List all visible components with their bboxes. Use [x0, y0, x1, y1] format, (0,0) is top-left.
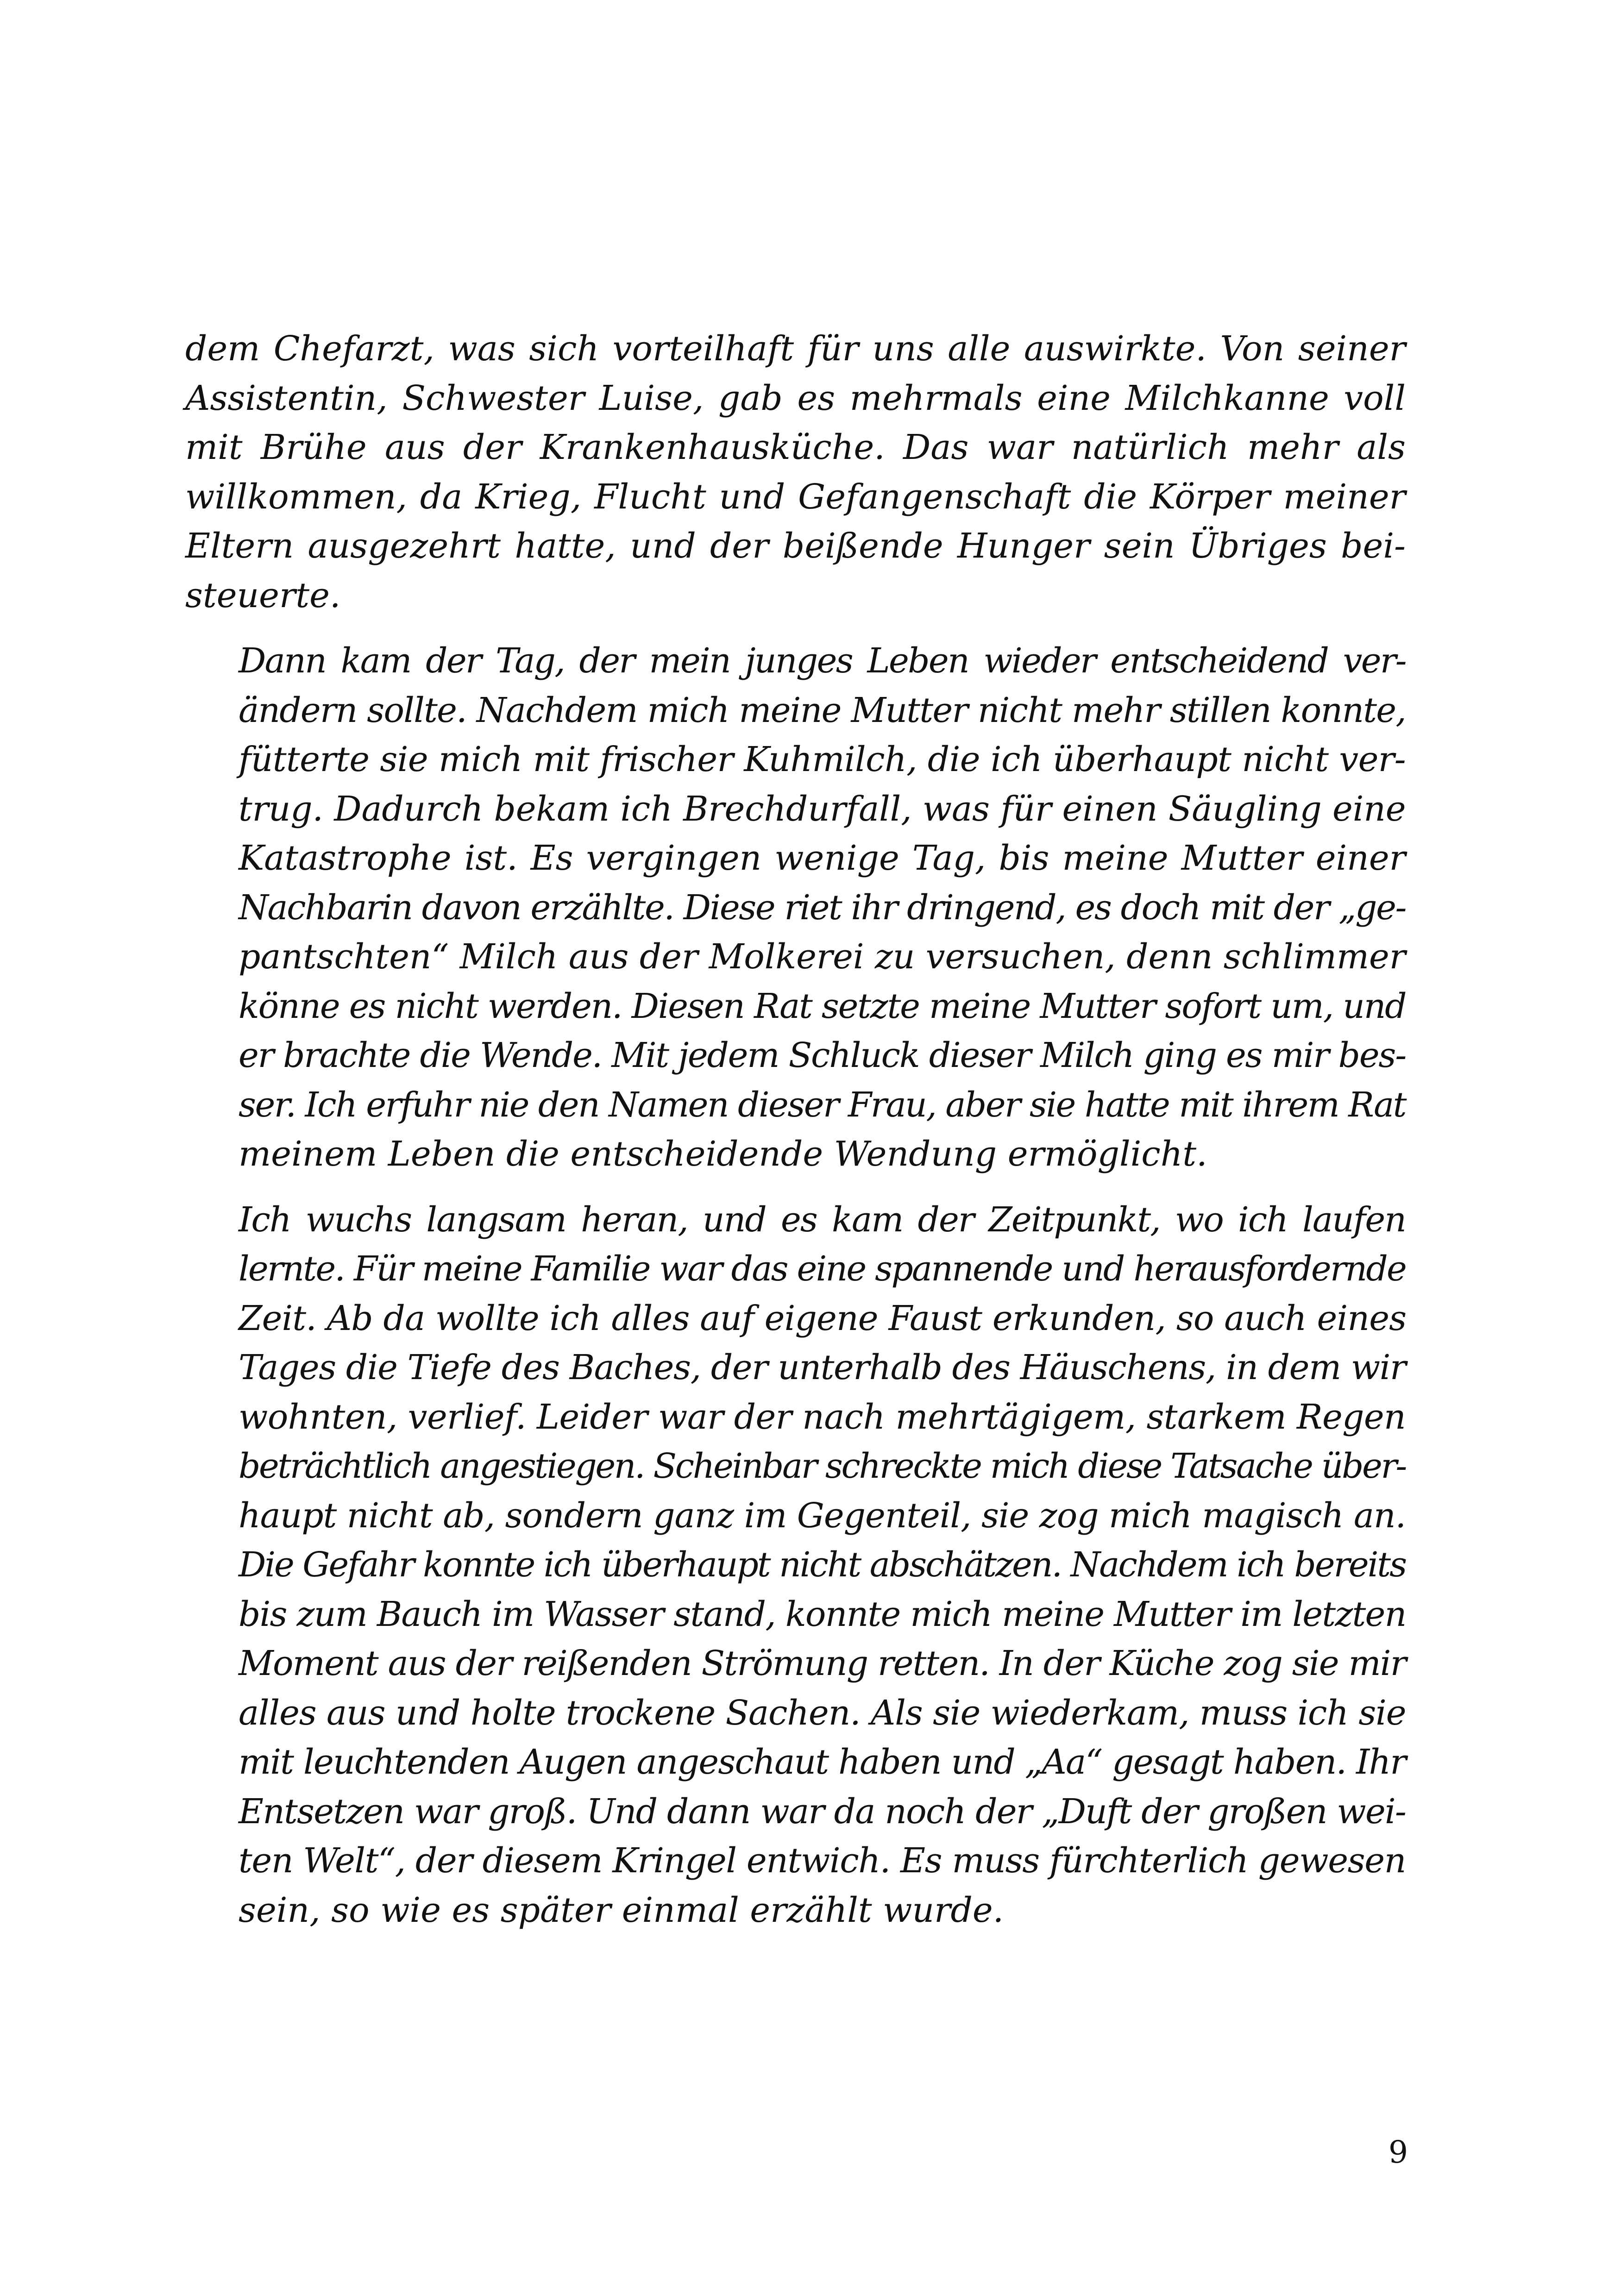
text-line: mit leuchtenden Augen angeschaut haben und „Aa“ gesagt haben. Ihr [239, 1742, 1406, 1782]
text-line: Eltern ausgezehrt hatte, und der beißende Hunger sein Übriges bei- [185, 526, 1406, 566]
text-line: bis zum Bauch im Wasser stand, konnte mich meine Mutter im letzten [239, 1594, 1406, 1634]
text-line: sein, so wie es später einmal erzählt wurde. [239, 1890, 1004, 1930]
paragraph-1 [185, 324, 1406, 620]
text-line: beträchtlich angestiegen. Scheinbar schreckte mich diese Tatsache über- [239, 1446, 1406, 1486]
text-line: dem Chefarzt, was sich vorteilhaft für uns alle auswirkte. Von seiner [185, 329, 1406, 369]
text-line: Entsetzen war groß. Und dann war da noch der „Duft der großen wei- [239, 1791, 1406, 1832]
text-line: ser. Ich erfuhr nie den Namen dieser Frau, aber sie hatte mit ihrem Rat [239, 1085, 1406, 1125]
text-line: Die Gefahr konnte ich überhaupt nicht abschätzen. Nachdem ich bereits [239, 1545, 1406, 1585]
text-line: Zeit. Ab da wollte ich alles auf eigene Faust erkunden, so auch eines [239, 1298, 1407, 1338]
text-line: Katastrophe ist. Es vergingen wenige Tag, bis meine Mutter einer [239, 838, 1406, 878]
text-line: ändern sollte. Nachdem mich meine Mutter nicht mehr stillen konnte, [239, 690, 1406, 730]
text-line: Tages die Tiefe des Baches, der unterhalb des Häuschens, in dem wir [239, 1348, 1406, 1387]
text-line: haupt nicht ab, sondern ganz im Gegenteil, sie zog mich magisch an. [239, 1495, 1406, 1536]
text-line: Ich wuchs langsam heran, und es kam der Zeitpunkt, wo ich laufen [239, 1199, 1406, 1240]
text-line: er brachte die Wende. Mit jedem Schluck dieser Milch ging es mir bes- [239, 1035, 1406, 1075]
text-line: fütterte sie mich mit frischer Kuhmilch, die ich überhaupt nicht ver- [239, 740, 1406, 779]
text-line: Nachbarin davon erzählte. Diese riet ihr dringend, es doch mit der „ge- [239, 887, 1406, 928]
text-line: wohnten, verlief. Leider war der nach mehrtägigem, starkem Regen [239, 1397, 1406, 1437]
text-line: mit Brühe aus der Krankenhausküche. Das war natürlich mehr als [185, 427, 1406, 467]
text-line: willkommen, da Krieg, Flucht und Gefangenschaft die Körper meiner [185, 477, 1406, 517]
text-line: Assistentin, Schwester Luise, gab es mehrmals eine Milchkanne voll [185, 378, 1406, 418]
page-number: 9 [1389, 2134, 1408, 2170]
text-line: lernte. Für meine Familie war das eine spannende und herausfordernde [239, 1249, 1406, 1289]
paragraph-3 [185, 1195, 1406, 1935]
text-line: könne es nicht werden. Diesen Rat setzte meine Mutter sofort um, und [239, 986, 1406, 1026]
text-line: ten Welt“, der diesem Kringel entwich. Es muss fürchterlich gewesen [239, 1841, 1406, 1881]
paragraph-2 [185, 636, 1406, 1179]
text-line: pantschten“ Milch aus der Molkerei zu versuchen, denn schlimmer [239, 937, 1406, 977]
body-text [185, 324, 1406, 1935]
text-line: Moment aus der reißenden Strömung retten. In der Küche zog sie mir [239, 1644, 1406, 1683]
text-line: trug. Dadurch bekam ich Brechdurfall, was für einen Säugling eine [239, 789, 1406, 829]
text-line: alles aus und holte trockene Sachen. Als sie wiederkam, muss ich sie [239, 1693, 1406, 1733]
text-line: Dann kam der Tag, der mein junges Leben wieder entscheidend ver- [239, 641, 1406, 681]
text-line: meinem Leben die entscheidende Wendung ermöglicht. [239, 1134, 1207, 1174]
text-line: steuerte. [185, 575, 341, 615]
